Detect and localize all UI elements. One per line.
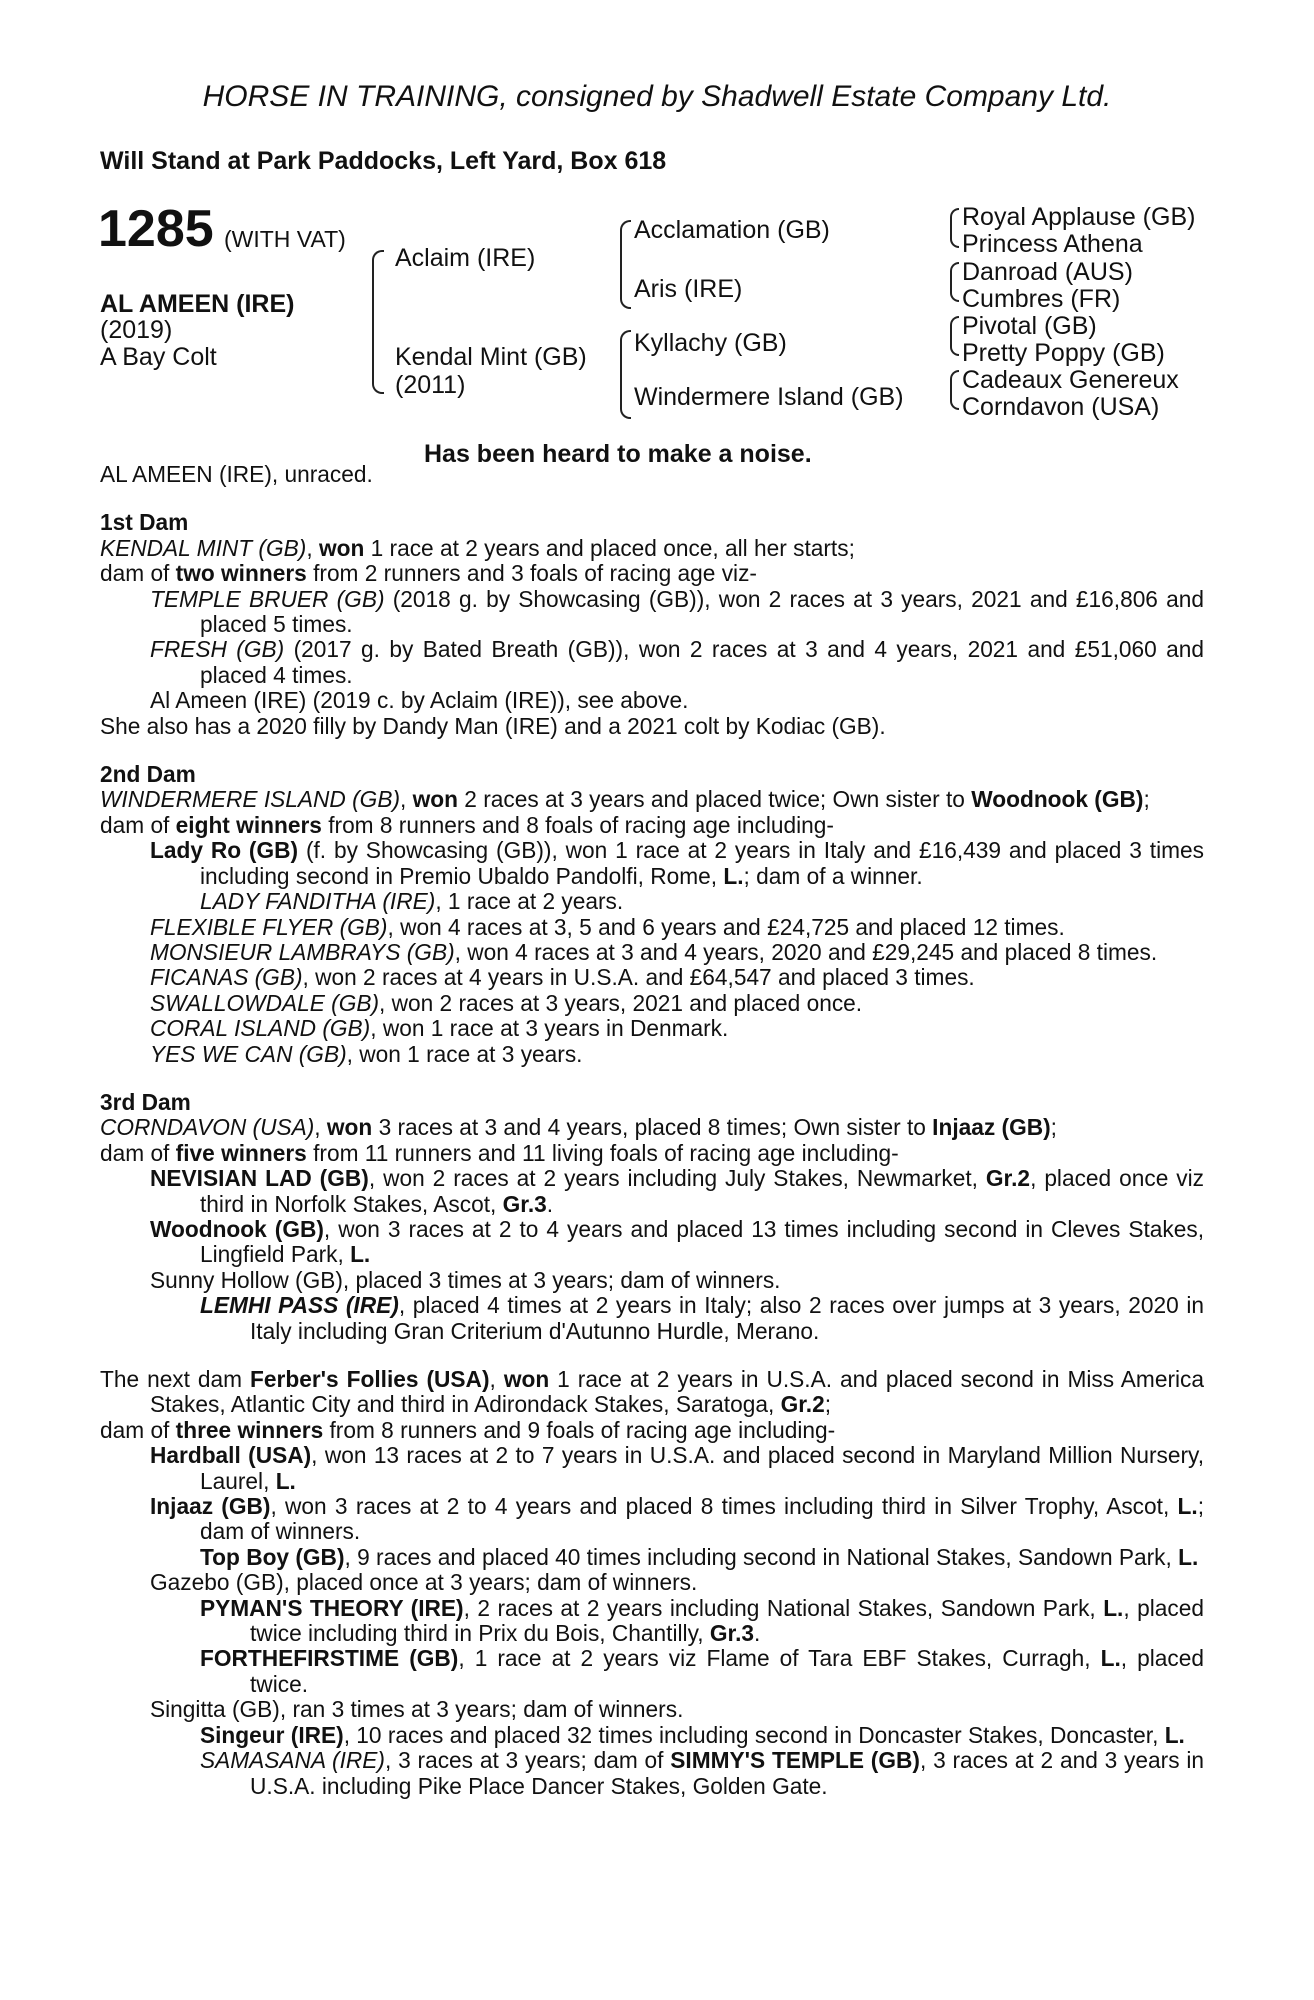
produce-entry: CORAL ISLAND (GB), won 1 race at 3 years in Denmark.: [150, 1015, 729, 1042]
produce-entry: Lady Ro (GB) (f. by Showcasing (GB)), won 1 race at 2 years in Italy and £16,439 and placed 3 times including second in Premio Ubaldo Pandolfi, Rome, L.; dam of a winner.: [150, 837, 1204, 889]
produce-entry: NEVISIAN LAD (GB), won 2 races at 2 years including July Stakes, Newmarket, Gr.2, placed once viz third in Norfolk Stakes, Ascot, Gr.3.: [150, 1165, 1204, 1217]
pedigree-brace: [950, 370, 959, 410]
pedigree-gen3-2: Princess Athena: [962, 230, 1143, 258]
produce-entry: FICANAS (GB), won 2 races at 4 years in U.S.A. and £64,547 and placed 3 times.: [150, 964, 975, 991]
pedigree-dam-year: (2011): [395, 371, 466, 399]
produce-entry: Al Ameen (IRE) (2019 c. by Aclaim (IRE)), see above.: [150, 687, 689, 714]
produce-entry: Gazebo (GB), placed once at 3 years; dam of winners.: [150, 1569, 698, 1596]
pedigree-brace: [950, 208, 959, 248]
pedigree-gen3-3: Danroad (AUS): [962, 258, 1133, 286]
produce-summary: dam of two winners from 2 runners and 3 foals of racing age viz-: [100, 560, 757, 587]
section-heading: 3rd Dam: [100, 1088, 191, 1115]
dam-entry: CORNDAVON (USA), won 3 races at 3 and 4 years, placed 8 times; Own sister to Injaaz (GB);: [100, 1114, 1057, 1141]
horse-description: A Bay Colt: [100, 343, 217, 371]
produce-entry: Singitta (GB), ran 3 times at 3 years; dam of winners.: [150, 1696, 684, 1723]
horse-name: AL AMEEN (IRE): [100, 290, 295, 318]
pedigree-brace: [620, 220, 631, 309]
section-heading: 2nd Dam: [100, 761, 196, 788]
pedigree-dam: Kendal Mint (GB): [395, 343, 587, 371]
produce-entry: FLEXIBLE FLYER (GB), won 4 races at 3, 5 and 6 years and £24,725 and placed 12 times.: [150, 913, 1065, 940]
produce-entry: Singeur (IRE), 10 races and placed 32 times including second in Doncaster Stakes, Doncaster, L.: [200, 1721, 1185, 1748]
pedigree-gen3-7: Cadeaux Genereux: [962, 366, 1179, 394]
produce-entry: Injaaz (GB), won 3 races at 2 to 4 years and placed 8 times including third in Silver Trophy, Ascot, L.; dam of winners.: [150, 1493, 1204, 1545]
pedigree-gen3-1: Royal Applause (GB): [962, 203, 1196, 231]
produce-entry: FORTHEFIRSTIME (GB), 1 race at 2 years viz Flame of Tara EBF Stakes, Curragh, L., placed twice.: [200, 1645, 1204, 1697]
produce-entry: PYMAN'S THEORY (IRE), 2 races at 2 years including National Stakes, Sandown Park, L., placed twice including third in Prix du Bois, Chantilly, Gr.3.: [200, 1594, 1205, 1647]
produce-entry: MONSIEUR LAMBRAYS (GB), won 4 races at 3 and 4 years, 2020 and £29,245 and placed 8 times.: [150, 938, 1158, 965]
dam-entry: KENDAL MINT (GB), won 1 race at 2 years and placed once, all her starts;: [100, 534, 855, 561]
dam-entry: WINDERMERE ISLAND (GB), won 2 races at 3 years and placed twice; Own sister to Woodnook (GB);: [100, 786, 1150, 813]
produce-entry: SWALLOWDALE (GB), won 2 races at 3 years, 2021 and placed once.: [150, 989, 863, 1016]
section-heading: 1st Dam: [100, 509, 189, 536]
produce-entry: Top Boy (GB), 9 races and placed 40 times including second in National Stakes, Sandown Park, L.: [200, 1543, 1199, 1570]
stand-location: Will Stand at Park Paddocks, Left Yard, Box 618: [100, 147, 667, 175]
produce-summary: dam of five winners from 11 runners and 11 living foals of racing age including-: [100, 1139, 899, 1166]
lot-number: 1285: [98, 200, 214, 258]
produce-summary: dam of three winners from 8 runners and 9 foals of racing age including-: [100, 1416, 836, 1443]
pedigree-brace: [372, 250, 384, 394]
pedigree-sire: Aclaim (IRE): [395, 244, 536, 272]
produce-entry: Woodnook (GB), won 3 races at 2 to 4 years and placed 13 times including second in Cleves Stakes, Lingfield Park, L.: [150, 1215, 1204, 1268]
unraced-line: AL AMEEN (IRE), unraced.: [100, 461, 373, 487]
produce-entry: FRESH (GB) (2017 g. by Bated Breath (GB)), won 2 races at 3 and 4 years, 2021 and £51,060 and placed 4 times.: [150, 636, 1204, 688]
pedigree-sire-dam: Aris (IRE): [634, 275, 743, 303]
pedigree-gen3-5: Pivotal (GB): [962, 312, 1097, 340]
noise-notice: Has been heard to make a noise.: [424, 440, 812, 468]
pedigree-dam-sire: Kyllachy (GB): [634, 329, 787, 357]
pedigree-gen3-4: Cumbres (FR): [962, 285, 1121, 313]
pedigree-brace: [950, 262, 959, 302]
produce-entry: Sunny Hollow (GB), placed 3 times at 3 years; dam of winners.: [150, 1266, 781, 1293]
pedigree-brace: [950, 316, 959, 356]
foaling-year: (2019): [100, 316, 173, 344]
pedigree-brace: [620, 330, 631, 419]
produce-entry: YES WE CAN (GB), won 1 race at 3 years.: [150, 1040, 583, 1067]
pedigree-sire-sire: Acclamation (GB): [634, 216, 830, 244]
produce-entry: LADY FANDITHA (IRE), 1 race at 2 years.: [200, 888, 624, 915]
vat-note: (WITH VAT): [224, 226, 346, 252]
produce-note: She also has a 2020 filly by Dandy Man (IRE) and a 2021 colt by Kodiac (GB).: [100, 712, 886, 739]
produce-entry: TEMPLE BRUER (GB) (2018 g. by Showcasing (GB)), won 2 races at 3 years, 2021 and £16,806 and placed 5 times.: [150, 585, 1204, 638]
produce-summary: dam of eight winners from 8 runners and 8 foals of racing age including-: [100, 811, 834, 838]
produce-entry: SAMASANA (IRE), 3 races at 3 years; dam of SIMMY'S TEMPLE (GB), 3 races at 2 and 3 years in U.S.A. including Pike Place Dancer Stakes, Golden Gate.: [200, 1747, 1205, 1799]
produce-entry: Hardball (USA), won 13 races at 2 to 7 years in U.S.A. and placed second in Maryland Million Nursery, Laurel, L.: [150, 1442, 1204, 1494]
catalogue-header: HORSE IN TRAINING, consigned by Shadwell Estate Company Ltd.: [202, 80, 1112, 113]
pedigree-gen3-6: Pretty Poppy (GB): [962, 339, 1165, 367]
pedigree-dam-dam: Windermere Island (GB): [634, 383, 904, 411]
produce-entry: LEMHI PASS (IRE), placed 4 times at 2 years in Italy; also 2 races over jumps at 3 years, 2020 in Italy including Gran Criterium d'Autunno Hurdle, Merano.: [200, 1292, 1204, 1344]
catalogue-body: [100, 450, 1204, 1799]
dam-entry: The next dam Ferber's Follies (USA), won 1 race at 2 years in U.S.A. and placed second in Miss America Stakes, Atlantic City and third in Adirondack Stakes, Saratoga, Gr.2;: [100, 1366, 1204, 1418]
pedigree-gen3-8: Corndavon (USA): [962, 393, 1160, 421]
